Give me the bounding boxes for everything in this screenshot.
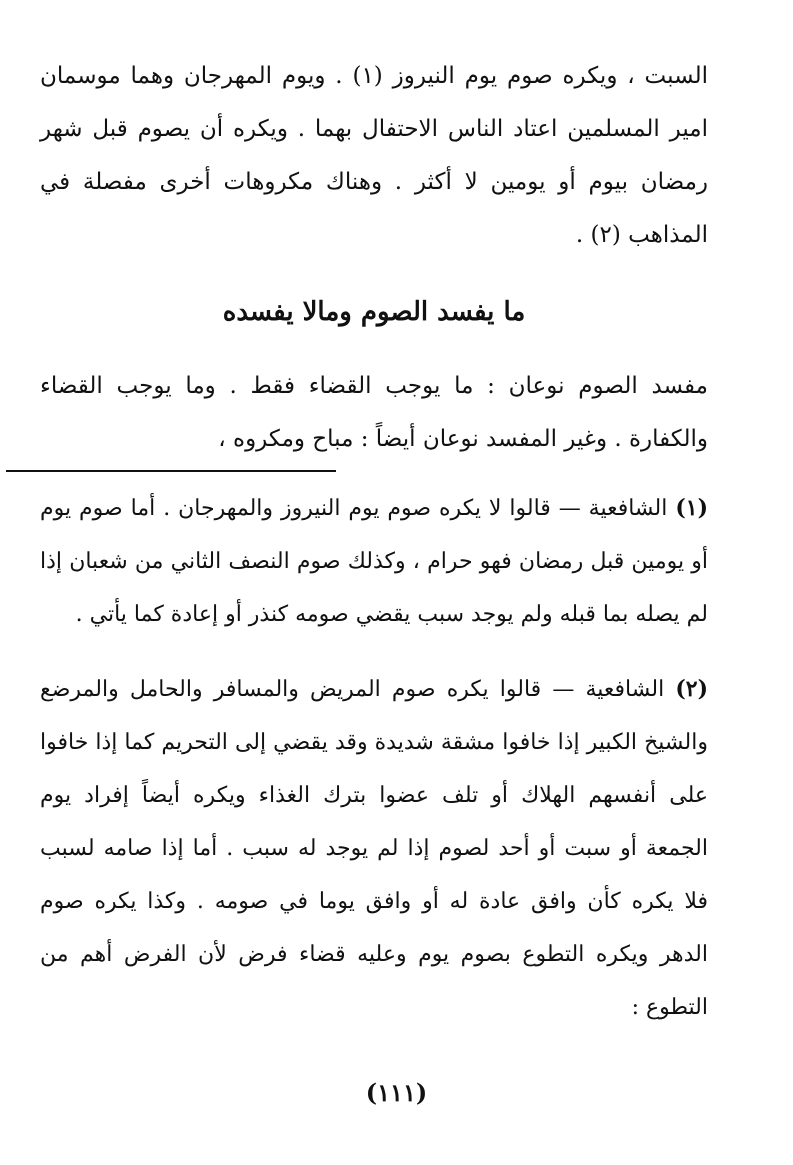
top-paragraph: السبت ، ويكره صوم يوم النيروز (١) . ويوم المهرجان وهما موسمان امير المسلمين اعتاد الناس الاحتفال بهما . ويكره أن يصوم قبل شهر رمضان بيوم أو يومين لا أكثر . وهناك مكروهات أخرى مفصلة في المذاهب (٢) . [40, 63, 708, 248]
footnote-1 [40, 482, 708, 641]
footnote-2-marker: (٢) [675, 676, 708, 702]
section-heading: ما يفسد الصوم ومالا يفسده [222, 297, 526, 327]
footnote-2-text: الشافعية — قالوا يكره صوم المريض والمسافر والحامل والمرضع والشيخ الكبير إذا خافوا مشقة شديدة وقد يقضي إلى التحريم كما إذا خافوا على أنفسهم الهلاك أو تلف عضوا بترك الغذاء ويكره أيضاً إفراد يوم الجمعة أو سبت أو أحد لصوم إذا لم يوجد له سبب . أما إذا صامه لسبب فلا يكره كأن وافق عادة له أو وافق يوما في صومه . وكذا يكره صوم الدهر ويكره التطوع بصوم يوم وعليه قضاء فرض لأن الفرض أهم من التطوع : [40, 677, 708, 1020]
footnote-2 [40, 663, 708, 1034]
page-number: (١١١) [365, 1078, 428, 1107]
footnote-1-text: الشافعية — قالوا لا يكره صوم يوم النيروز والمهرجان . أما صوم يوم أو يومين قبل رمضان فهو حرام ، وكذلك صوم النصف الثاني من شعبان إذا لم يصله بما قبله ولم يوجد سبب يقضي صومه كنذر أو إعادة كما يأتي . [40, 496, 708, 627]
book-page [40, 50, 708, 1034]
footnote-separator [6, 470, 336, 472]
footnote-1-marker: (١) [675, 495, 708, 521]
section-paragraph: مفسد الصوم نوعان : ما يوجب القضاء فقط . وما يوجب القضاء والكفارة . وغير المفسد نوعان أيضاً : مباح ومكروه ، [40, 373, 708, 452]
